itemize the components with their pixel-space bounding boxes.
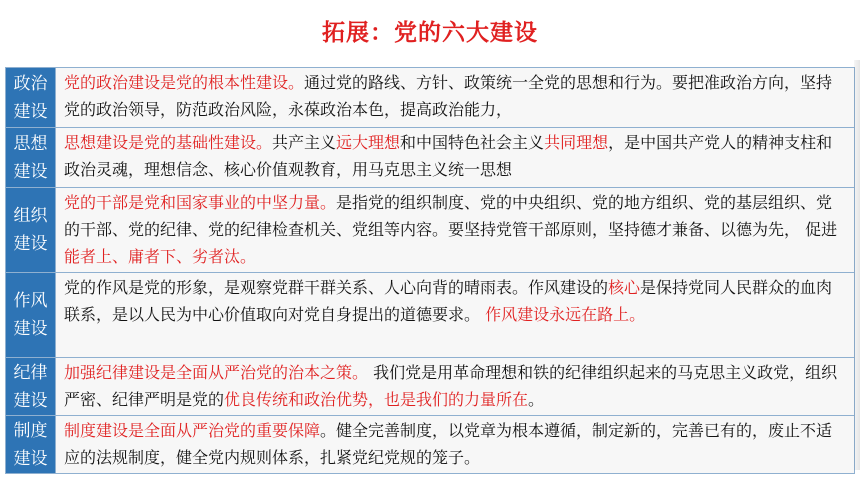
- row-discipline: [5, 358, 855, 416]
- row-institutional: [5, 416, 855, 474]
- row-organizational: [5, 188, 855, 273]
- row-label: 思想建设: [6, 128, 56, 187]
- highlight-text: 优良传统和政治优势，也是我们的力量所在: [224, 390, 529, 409]
- body-text: 是保持党同人民群众的血肉联系，是以人民为中心价值取向对党自身提出的道德要求。: [64, 278, 833, 324]
- row-label: 作风建设: [6, 273, 56, 357]
- row-content: [56, 416, 854, 473]
- highlight-text: 党的政治建设是党的根本性建设。: [64, 73, 305, 92]
- body-text: 党的作风是党的形象，是观察党群干群关系、人心向背的晴雨表。作风建设的: [64, 278, 609, 297]
- row-political: [5, 68, 855, 128]
- body-text: 通过党的路线、方针、政策统一全党的思想和行为。要把准政治方向，坚持党的政治领导，防范政治风险，永葆政治本色，提高政治能力，: [64, 73, 833, 119]
- highlight-text: 共同理想: [544, 133, 609, 152]
- page-title: 拓展：党的六大建设: [322, 20, 538, 46]
- row-content: [56, 188, 854, 272]
- highlight-text: 加强纪律建设是全面从严治党的治本之策。: [64, 363, 369, 382]
- row-label: 组织建设: [6, 188, 56, 272]
- highlight-text: 党的干部是党和国家事业的中坚力量。: [64, 193, 337, 212]
- highlight-text: 思想建设是党的基础性建设。: [64, 133, 273, 152]
- row-ideological: [5, 128, 855, 188]
- highlight-text: 能者上、庸者下、劣者汰。: [64, 247, 257, 266]
- row-label: 制度建设: [6, 416, 56, 473]
- row-content: [56, 68, 854, 127]
- body-text: 。: [528, 390, 545, 409]
- row-label: 纪律建设: [6, 358, 56, 415]
- highlight-text: 制度建设是全面从严治党的重要保障: [64, 421, 321, 440]
- page-edge-shadow: [854, 60, 860, 470]
- row-content: [56, 128, 854, 187]
- row-label: 政治建设: [6, 68, 56, 127]
- body-text: 我们党是用革命理想和铁的纪律组织起来的马克思主义政党，组织严密、纪律严明是党的: [64, 363, 838, 409]
- body-text: ，是中国共产党人的精神支柱和政治灵魂，理想信念、核心价值观教育，用马克思主义统一思想: [64, 133, 833, 179]
- construction-table: [5, 67, 855, 474]
- highlight-text: 远大理想: [336, 133, 401, 152]
- body-text: 。健全完善制度，以党章为根本遵循，制定新的，完善已有的，废止不适应的法规制度，健全党内规则体系，扎紧党纪党规的笼子。: [64, 421, 833, 467]
- row-conduct: [5, 273, 855, 358]
- body-text: 是指党的组织制度、党的中央组织、党的地方组织、党的基层组织、党的干部、党的纪律、党的纪律检查机关、党组等内容。要坚持党管干部原则，坚持德才兼备、以德为先， 促进: [64, 193, 838, 239]
- row-content: [56, 358, 854, 415]
- row-content: [56, 273, 854, 357]
- body-text: 和中国特色社会主义: [400, 133, 545, 152]
- highlight-text: 核心: [608, 278, 641, 297]
- highlight-text: 作风建设永远在路上。: [485, 305, 646, 324]
- body-text: 共产主义: [272, 133, 337, 152]
